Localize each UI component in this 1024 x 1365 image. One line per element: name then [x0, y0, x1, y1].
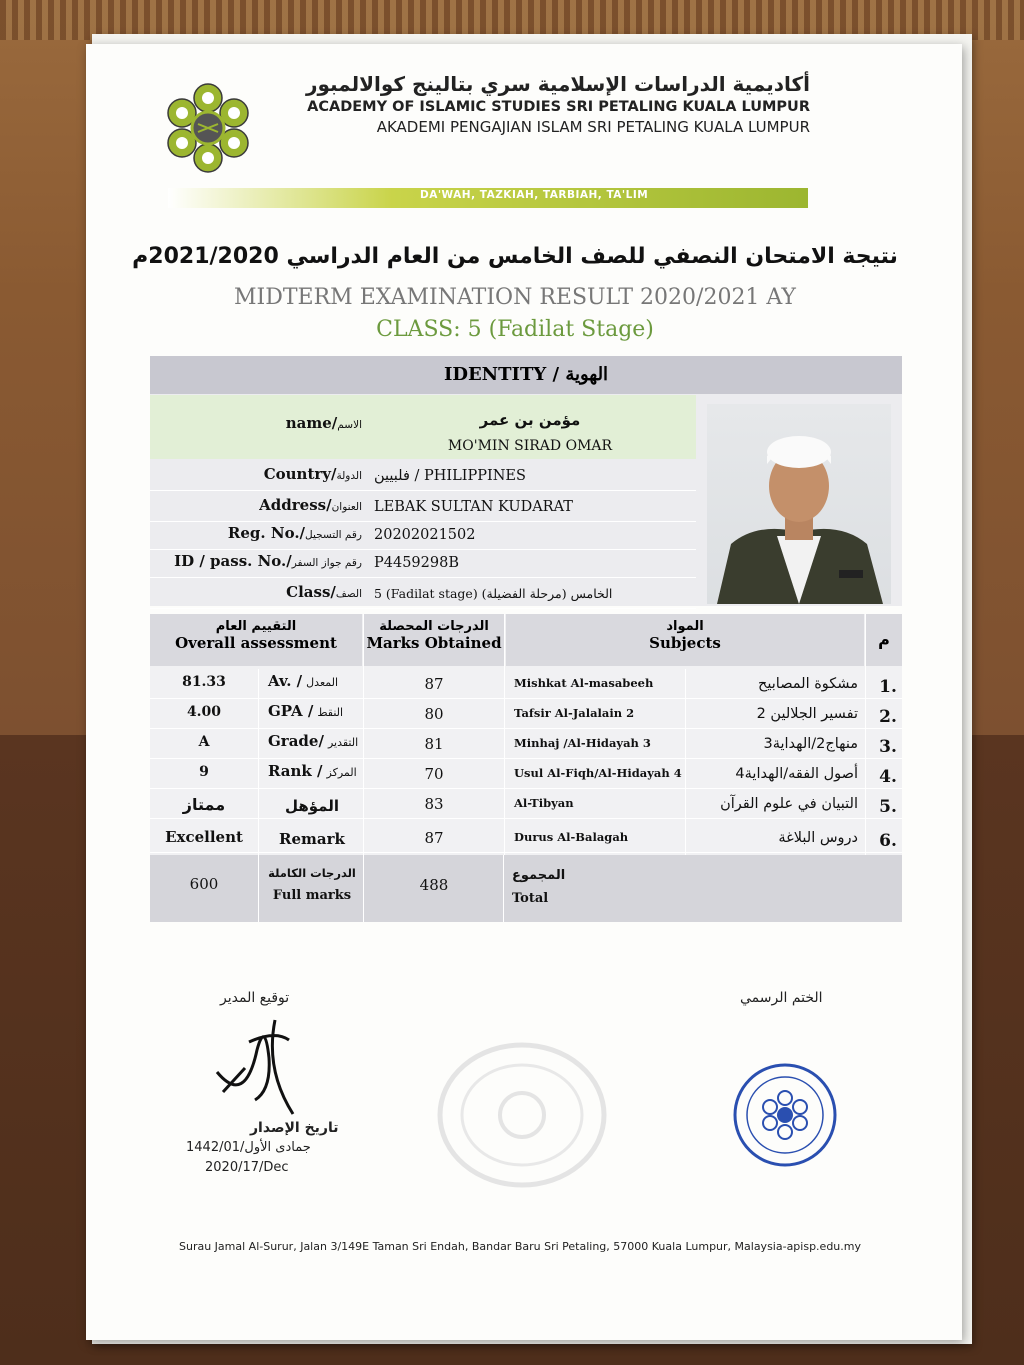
subject-number: 3. — [879, 737, 897, 757]
subjects-header-en: Subjects — [649, 634, 721, 652]
title-arabic: نتيجة الامتحان النصفي للصف الخامس من العام الدراسي 2021/2020م — [132, 244, 898, 269]
assessment-label — [268, 762, 357, 780]
marks-header-ar: الدرجات المحصلة — [379, 619, 489, 634]
assessment-label — [268, 672, 338, 690]
footer-address: Surau Jamal Al-Surur, Jalan 3/149E Taman Sri Endah, Bandar Baru Sri Petaling, 57000 Kuala Lumpur, Malaysia-apisp.edu.my — [179, 1240, 861, 1253]
remark-label-en: Remark — [279, 830, 345, 848]
assessment-label-ar: النقط — [317, 706, 344, 719]
embossed-seal-icon — [432, 1040, 612, 1190]
total-value: 488 — [419, 876, 449, 894]
identity-row-label — [150, 496, 362, 514]
identity-row-label — [150, 552, 362, 570]
student-portrait-icon — [707, 404, 891, 604]
assessment-label-en: GPA / — [268, 702, 314, 720]
subject-name-en: Al-Tibyan — [514, 796, 574, 810]
total-label-ar: المجموع — [512, 868, 566, 883]
subject-mark: 70 — [424, 765, 444, 783]
identity-header: IDENTITY / الهوية — [150, 356, 902, 394]
subject-name-ar: منهاج2/الهداية3 — [763, 736, 858, 752]
marks-header-en: Marks Obtained — [366, 634, 502, 652]
assessment-value: 4.00 — [186, 704, 222, 720]
assessment-label — [268, 732, 358, 750]
assessment-label-ar: المعدل — [306, 676, 339, 689]
table-divider — [685, 669, 686, 855]
identity-row-label-en: Class/ — [286, 583, 336, 601]
subject-number: 4. — [879, 767, 897, 787]
director-signature-icon — [205, 1010, 315, 1120]
identity-row-value: 5 (Fadilat stage) الخامس (مرحلة الفضيلة) — [374, 586, 613, 601]
name-label — [150, 414, 362, 432]
remark-value-ar: ممتاز — [182, 795, 226, 814]
subject-name-ar: دروس البلاغة — [778, 830, 858, 846]
subject-name-ar: تفسير الجلالين 2 — [756, 706, 858, 722]
subject-name-ar: التبيان في علوم القرآن — [720, 796, 858, 812]
identity-row-label-ar: رقم جواز السفر — [291, 557, 362, 569]
name-label-ar: الاسم — [337, 419, 362, 431]
subject-mark: 87 — [424, 675, 444, 693]
identity-row-label-en: ID / pass. No./ — [174, 552, 292, 570]
assessment-value: 81.33 — [182, 674, 226, 690]
institution-names — [250, 72, 810, 136]
marks-header — [364, 614, 504, 666]
student-photo — [707, 404, 891, 604]
subject-name-en: Usul Al-Fiqh/Al-Hidayah 4 — [514, 766, 682, 780]
identity-row-value: فلبيين / PHILIPPINES — [374, 468, 526, 484]
assessment-label — [268, 702, 343, 720]
total-label-en: Total — [512, 891, 549, 906]
subject-name-en: Tafsir Al-Jalalain 2 — [514, 706, 635, 720]
full-marks-label-ar: الدرجات الكاملة — [268, 866, 356, 880]
identity-row-label-ar: العنوان — [331, 501, 362, 513]
full-marks-label-en: Full marks — [272, 888, 352, 903]
title-english: MIDTERM EXAMINATION RESULT 2020/2021 AY — [234, 285, 796, 310]
table-divider — [258, 669, 259, 855]
total-divider-1 — [258, 855, 259, 922]
identity-row-label-en: Country/ — [263, 465, 337, 483]
table-divider — [865, 614, 866, 855]
director-signature-label: توقيع المدير — [220, 990, 290, 1006]
institution-name-en: ACADEMY OF ISLAMIC STUDIES SRI PETALING KUALA LUMPUR — [307, 99, 810, 115]
subject-number: 6. — [879, 831, 897, 851]
table-divider — [504, 614, 505, 855]
assessment-label-en: Rank / — [268, 762, 323, 780]
official-seal-label: الختم الرسمي — [740, 990, 823, 1006]
institution-name-ar: أكاديمية الدراسات الإسلامية سري بتالينج كوالالمبور — [305, 72, 810, 96]
number-header — [866, 614, 902, 666]
issue-date-label: تاريخ الإصدار — [250, 1120, 339, 1136]
identity-row-label — [150, 583, 362, 601]
subjects-header-ar: المواد — [666, 619, 704, 634]
subject-name-en: Durus Al-Balagah — [514, 830, 629, 844]
subject-name-en: Mishkat Al-masabeeh — [514, 676, 654, 690]
assessment-value: A — [198, 734, 210, 750]
name-label-en: name/ — [285, 414, 338, 432]
identity-row-value: LEBAK SULTAN KUDARAT — [374, 499, 573, 515]
identity-row-value: 20202021502 — [374, 527, 476, 543]
subject-name-ar: مشكوة المصابيح — [758, 676, 858, 692]
subject-mark: 80 — [424, 705, 444, 723]
subject-mark: 87 — [424, 829, 444, 847]
number-header-ar: م — [878, 630, 890, 649]
identity-row-label-ar: رقم التسجيل — [305, 529, 362, 541]
issue-date-gregorian: 2020/17/Dec — [205, 1160, 289, 1175]
overall-header-ar: التقييم العام — [215, 619, 297, 634]
identity-row-label — [150, 524, 362, 542]
identity-row-label — [150, 465, 362, 483]
subject-name-en: Minhaj /Al-Hidayah 3 — [514, 736, 651, 750]
remark-label-ar: المؤهل — [284, 797, 340, 815]
subject-number: 5. — [879, 797, 897, 817]
overall-header-en: Overall assessment — [175, 634, 337, 652]
tagline: DA'WAH, TAZKIAH, TARBIAH, TA'LIM — [420, 189, 649, 201]
assessment-label-en: Av. / — [268, 672, 303, 690]
academy-logo-icon — [162, 72, 254, 190]
assessment-label-ar: المركز — [326, 766, 357, 779]
subject-number: 1. — [879, 677, 897, 697]
identity-row-label-ar: الصف — [335, 588, 362, 600]
subject-mark: 83 — [424, 795, 444, 813]
assessment-value: 9 — [199, 764, 209, 780]
identity-row-label-en: Address/ — [259, 496, 332, 514]
identity-row-label-ar: الدولة — [336, 470, 362, 482]
assessment-label-ar: التقدير — [327, 736, 359, 749]
full-marks-value: 600 — [189, 875, 219, 893]
subject-name-ar: أصول الفقه/الهداية4 — [735, 766, 858, 782]
identity-row-label-en: Reg. No./ — [227, 524, 306, 542]
official-stamp-icon — [730, 1060, 840, 1170]
issue-date-hijri: جمادى الأول/1442/01 — [186, 1140, 311, 1155]
subject-mark: 81 — [424, 735, 444, 753]
identity-row-value: P4459298B — [374, 555, 459, 571]
overall-header — [150, 614, 362, 666]
class-title: CLASS: 5 (Fadilat Stage) — [376, 317, 654, 342]
subjects-header — [506, 614, 864, 666]
assessment-label-en: Grade/ — [268, 732, 324, 750]
institution-name-my: AKADEMI PENGAJIAN ISLAM SRI PETALING KUALA LUMPUR — [376, 118, 810, 136]
student-name-ar: مؤمن بن عمر — [479, 411, 581, 429]
subject-number: 2. — [879, 707, 897, 727]
table-divider — [363, 614, 364, 855]
student-name-en: MO'MIN SIRAD OMAR — [447, 438, 613, 454]
remark-value-en: Excellent — [165, 828, 243, 846]
